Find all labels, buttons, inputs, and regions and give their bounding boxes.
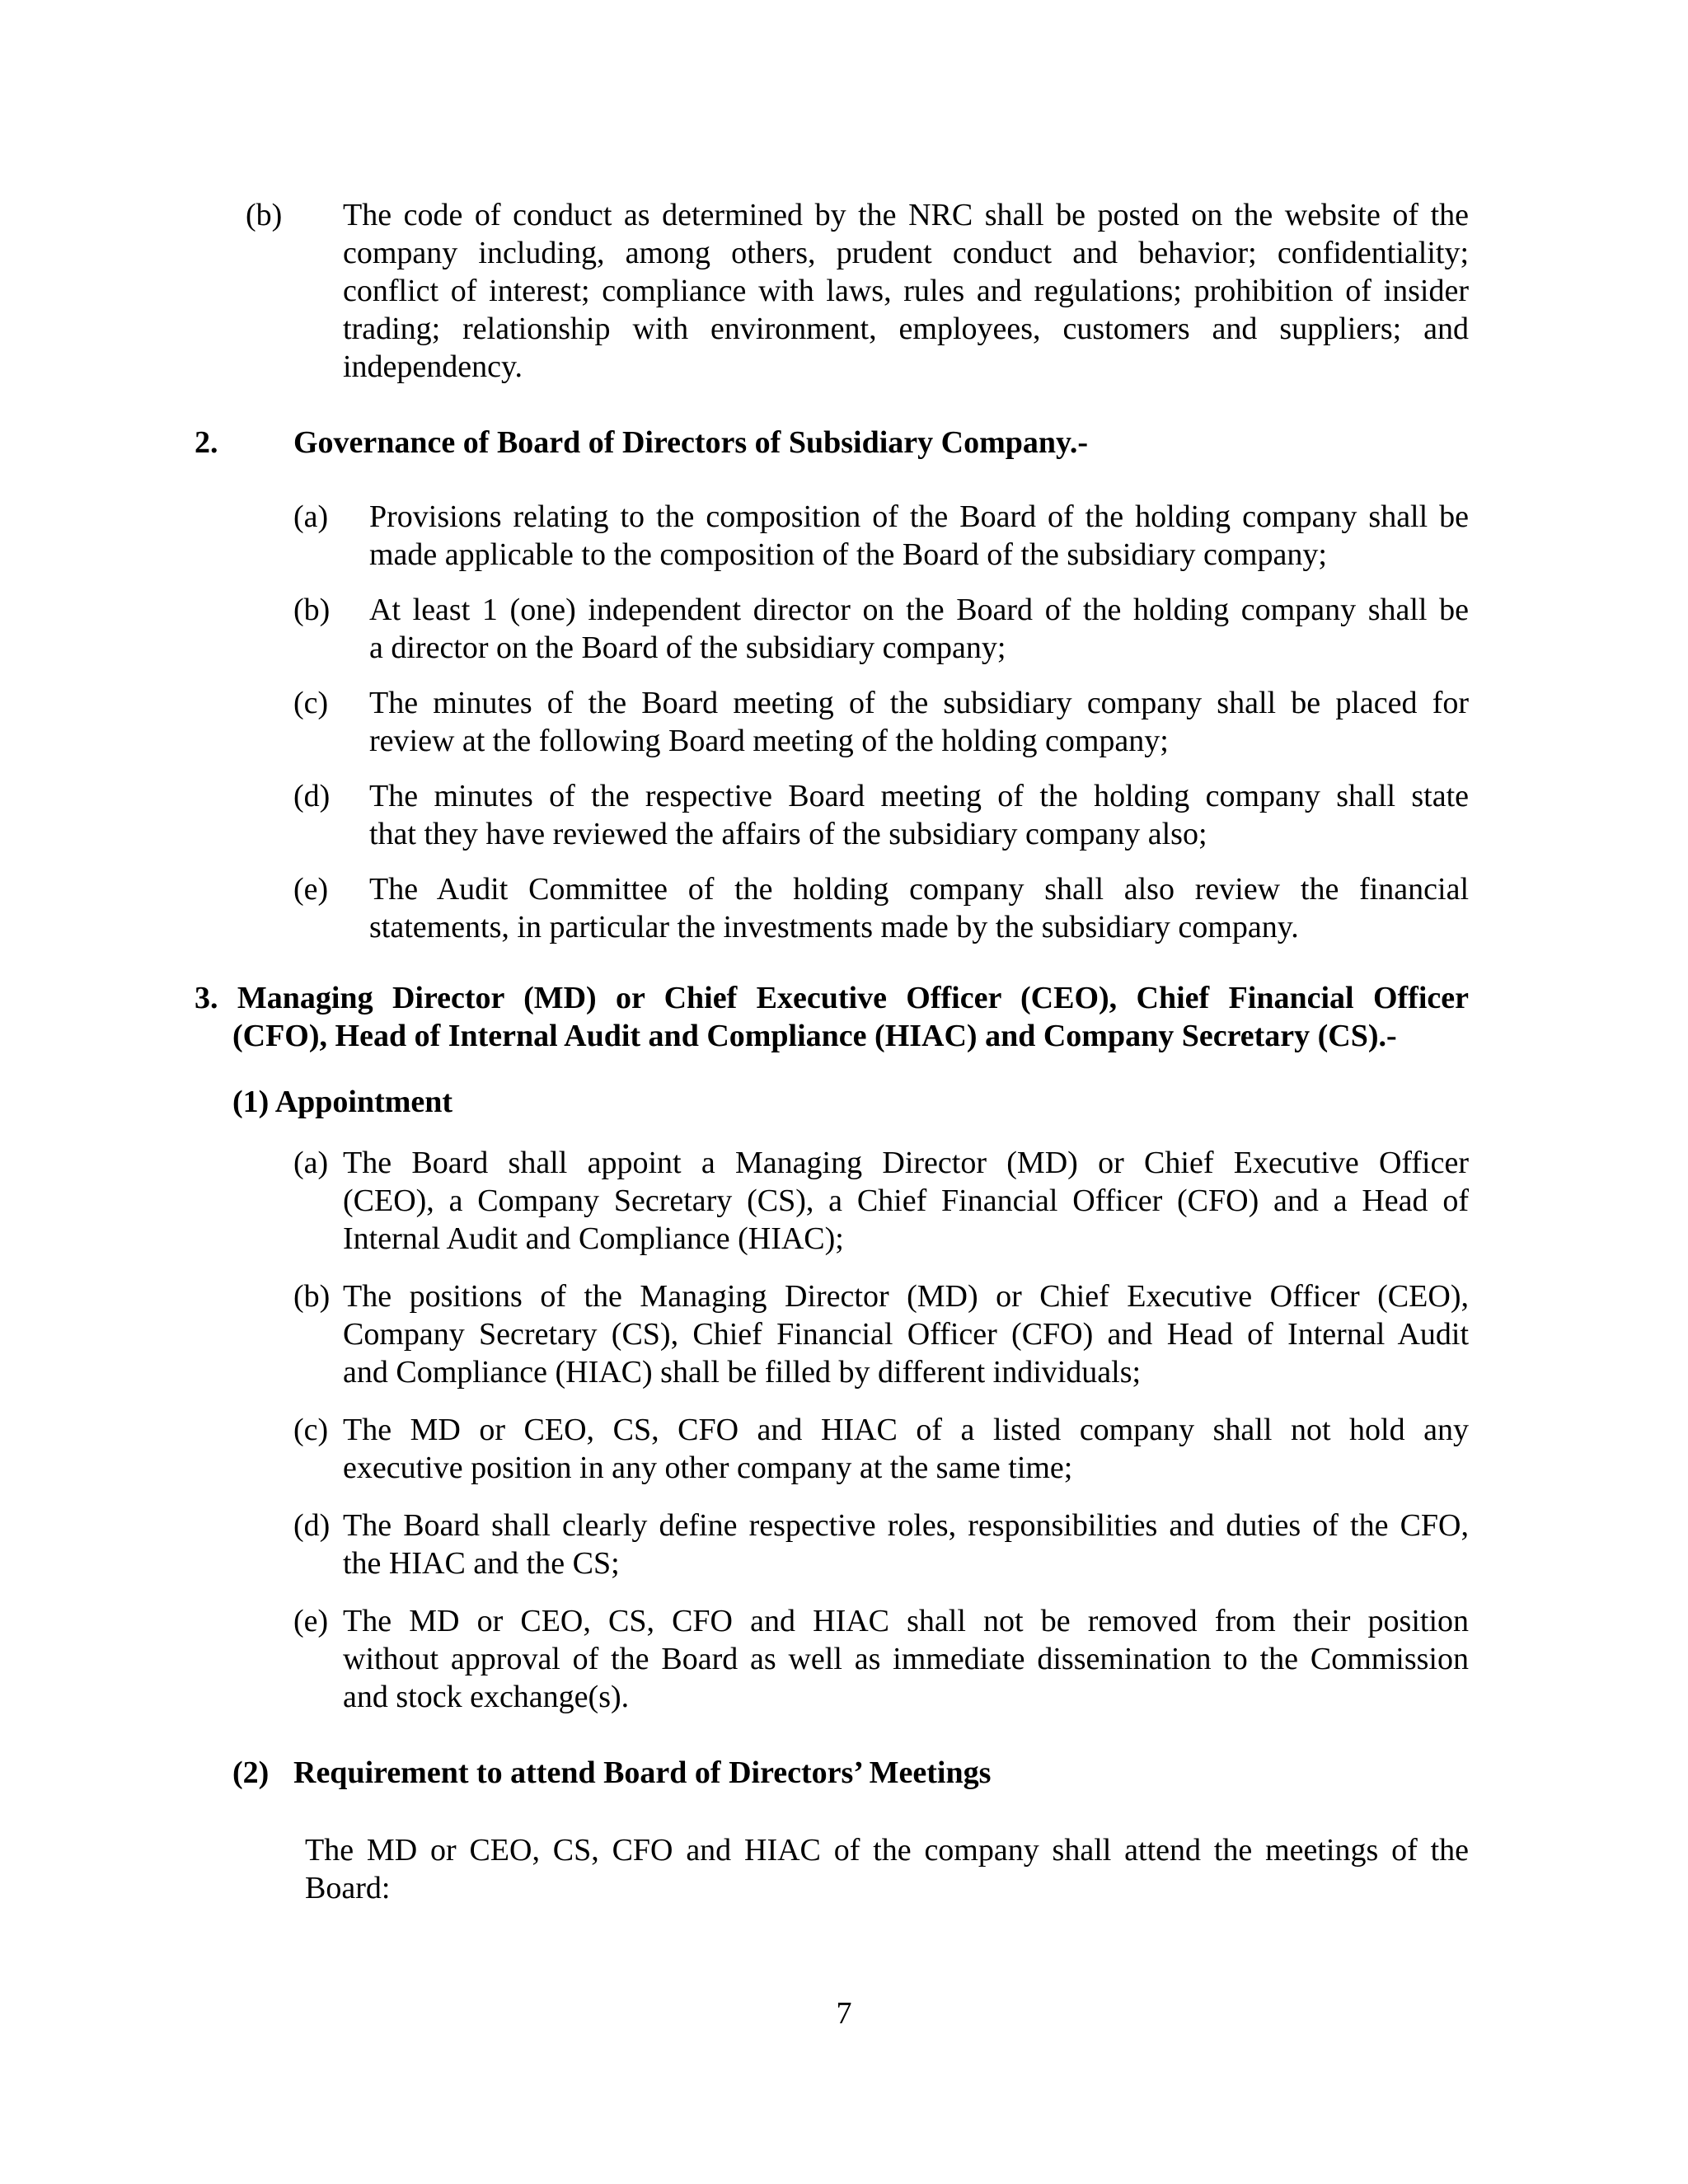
- subsection-heading: Requirement to attend Board of Directors’ Meetings: [293, 1755, 992, 1790]
- item-marker: (a): [293, 1146, 329, 1180]
- subsection-heading: (1) Appointment: [232, 1085, 453, 1119]
- paragraph-line: conflict of interest; compliance with laws, rules and regulations; prohibition of insider: [343, 274, 1469, 308]
- paragraph-line: Internal Audit and Compliance (HIAC);: [343, 1221, 844, 1256]
- paragraph-line: The minutes of the respective Board meeting of the holding company shall state: [369, 779, 1469, 813]
- paragraph-line: The code of conduct as determined by the NRC shall be posted on the website of the: [343, 198, 1469, 232]
- paragraph-line: The minutes of the Board meeting of the subsidiary company shall be placed for: [369, 686, 1469, 720]
- section-number: 2.: [195, 425, 218, 460]
- item-marker: (a): [293, 499, 329, 534]
- paragraph-line: and stock exchange(s).: [343, 1680, 630, 1714]
- paragraph-line: At least 1 (one) independent director on the Board of the holding company shall be: [369, 593, 1469, 627]
- item-marker: (b): [293, 1279, 331, 1314]
- paragraph-line: statements, in particular the investments made by the subsidiary company.: [369, 910, 1299, 944]
- paragraph-line: trading; relationship with environment, employees, customers and suppliers; and: [343, 312, 1469, 346]
- paragraph-line: company including, among others, prudent conduct and behavior; confidentiality;: [343, 236, 1469, 270]
- paragraph-line: Provisions relating to the composition of the Board of the holding company shall be: [369, 499, 1469, 534]
- paragraph-line: Company Secretary (CS), Chief Financial Officer (CFO) and Head of Internal Audit: [343, 1317, 1469, 1352]
- paragraph-line: made applicable to the composition of the Board of the subsidiary company;: [369, 537, 1327, 572]
- item-marker: (b): [293, 593, 331, 627]
- paragraph-line: that they have reviewed the affairs of the subsidiary company also;: [369, 817, 1207, 851]
- paragraph-line: independency.: [343, 349, 523, 384]
- paragraph-line: and Compliance (HIAC) shall be filled by different individuals;: [343, 1355, 1142, 1390]
- page-number: 7: [836, 1996, 852, 2031]
- item-marker: (c): [293, 1413, 329, 1447]
- paragraph-line: executive position in any other company at the same time;: [343, 1451, 1073, 1485]
- paragraph-line: the HIAC and the CS;: [343, 1546, 620, 1581]
- paragraph-line: The positions of the Managing Director (MD) or Chief Executive Officer (CEO),: [343, 1279, 1469, 1314]
- paragraph-line: The Board shall clearly define respective roles, responsibilities and duties of the CFO,: [343, 1508, 1469, 1543]
- section-heading: Governance of Board of Directors of Subsidiary Company.-: [293, 425, 1089, 460]
- item-marker: (d): [293, 779, 331, 813]
- section-heading: (CFO), Head of Internal Audit and Compliance (HIAC) and Company Secretary (CS).-: [232, 1019, 1397, 1053]
- paragraph-line: without approval of the Board as well as immediate dissemination to the Commission: [343, 1642, 1469, 1676]
- item-marker: (b): [246, 198, 283, 232]
- paragraph-line: Board:: [305, 1871, 391, 1905]
- item-marker: (c): [293, 686, 329, 720]
- item-marker: (d): [293, 1508, 331, 1543]
- item-marker: (e): [293, 872, 329, 907]
- paragraph-line: review at the following Board meeting of the holding company;: [369, 724, 1169, 758]
- subsection-number: (2): [232, 1755, 270, 1790]
- paragraph-line: The MD or CEO, CS, CFO and HIAC shall not be removed from their position: [343, 1604, 1469, 1638]
- paragraph-line: The MD or CEO, CS, CFO and HIAC of a listed company shall not hold any: [343, 1413, 1469, 1447]
- paragraph-line: The Board shall appoint a Managing Director (MD) or Chief Executive Officer: [343, 1146, 1469, 1180]
- section-heading: 3. Managing Director (MD) or Chief Executive Officer (CEO), Chief Financial Officer: [195, 981, 1469, 1015]
- paragraph-line: (CEO), a Company Secretary (CS), a Chief Financial Officer (CFO) and a Head of: [343, 1183, 1469, 1218]
- paragraph-line: The Audit Committee of the holding company shall also review the financial: [369, 872, 1469, 907]
- paragraph-line: The MD or CEO, CS, CFO and HIAC of the company shall attend the meetings of the: [305, 1833, 1469, 1868]
- item-marker: (e): [293, 1604, 329, 1638]
- paragraph-line: a director on the Board of the subsidiary company;: [369, 630, 1006, 665]
